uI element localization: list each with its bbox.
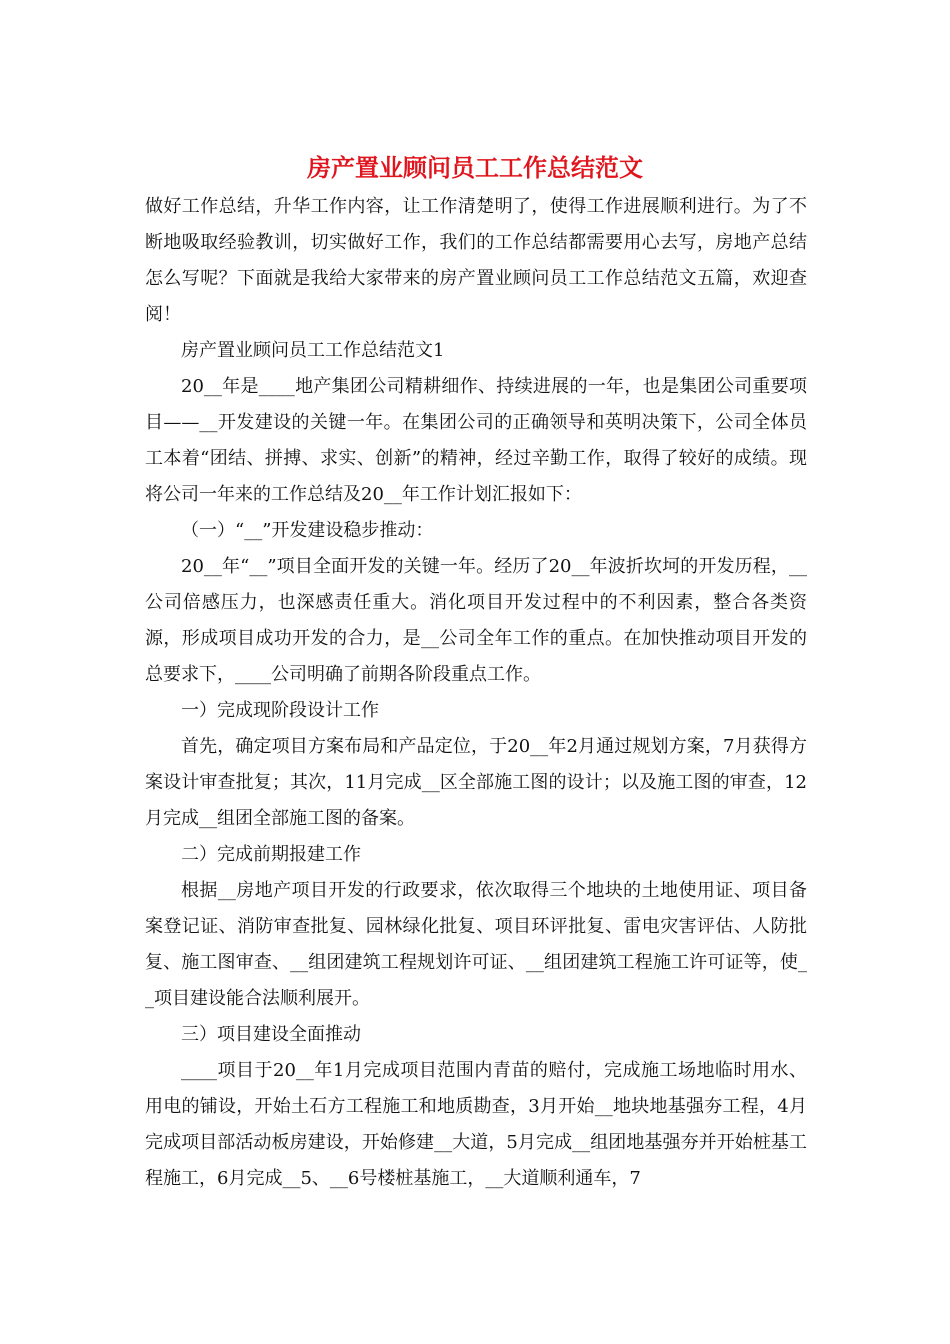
subsection-heading: 一）完成现阶段设计工作 xyxy=(181,700,379,721)
document-title: 房产置业顾问员工工作总结范文 xyxy=(307,153,643,182)
body-paragraph: 20__年“__”项目全面开发的关键一年。经历了20__年波折坎坷的开发历程，__公司倍感压力，也深感责任重大。消化项目开发过程中的不利因素，整合各类资源，形成项目成功开发的合力，是__公司全年工作的重点。在加快推动项目开发的总要求下，____公司明确了前期各阶段重点工作。 xyxy=(145,556,807,685)
body-paragraph: 首先，确定项目方案布局和产品定位，于20__年2月通过规划方案，7月获得方案设计审查批复；其次，11月完成__区全部施工图的设计；以及施工图的审查，12月完成__组团全部施工图的备案。 xyxy=(145,736,807,829)
subsection-heading: 三）项目建设全面推动 xyxy=(181,1024,361,1045)
body-paragraph: ____项目于20__年1月完成项目范围内青苗的赔付，完成施工场地临时用水、用电的铺设，开始土石方工程施工和地质勘查，3月开始__地块地基强夯工程，4月完成项目部活动板房建设，开始修建__大道，5月完成__组团地基强夯并开始桩基工程施工，6月完成__5、__6号楼桩基施工，__大道顺利通车，7 xyxy=(145,1060,807,1189)
document-body xyxy=(145,189,807,1197)
subsection-heading: （一）“__”开发建设稳步推动： xyxy=(181,520,434,541)
intro-paragraph: 做好工作总结，升华工作内容，让工作清楚明了，使得工作进展顺利进行。为了不断地吸取经验教训，切实做好工作，我们的工作总结都需要用心去写，房地产总结怎么写呢？下面就是我给大家带来的房产置业顾问员工工作总结范文五篇，欢迎查阅！ xyxy=(145,196,807,325)
body-paragraph: 20__年是____地产集团公司精耕细作、持续进展的一年，也是集团公司重要项目——__开发建设的关键一年。在集团公司的正确领导和英明决策下，公司全体员工本着“团结、拼搏、求实、创新”的精神，经过辛勤工作，取得了较好的成绩。现将公司一年来的工作总结及20__年工作计划汇报如下： xyxy=(145,376,807,505)
section-heading: 房产置业顾问员工工作总结范文1 xyxy=(181,340,445,361)
subsection-heading: 二）完成前期报建工作 xyxy=(181,844,361,865)
body-paragraph: 根据__房地产项目开发的行政要求，依次取得三个地块的土地使用证、项目备案登记证、消防审查批复、园林绿化批复、项目环评批复、雷电灾害评估、人防批复、施工图审查、__组团建筑工程规划许可证、__组团建筑工程施工许可证等，使__项目建设能合法顺利展开。 xyxy=(145,880,807,1009)
